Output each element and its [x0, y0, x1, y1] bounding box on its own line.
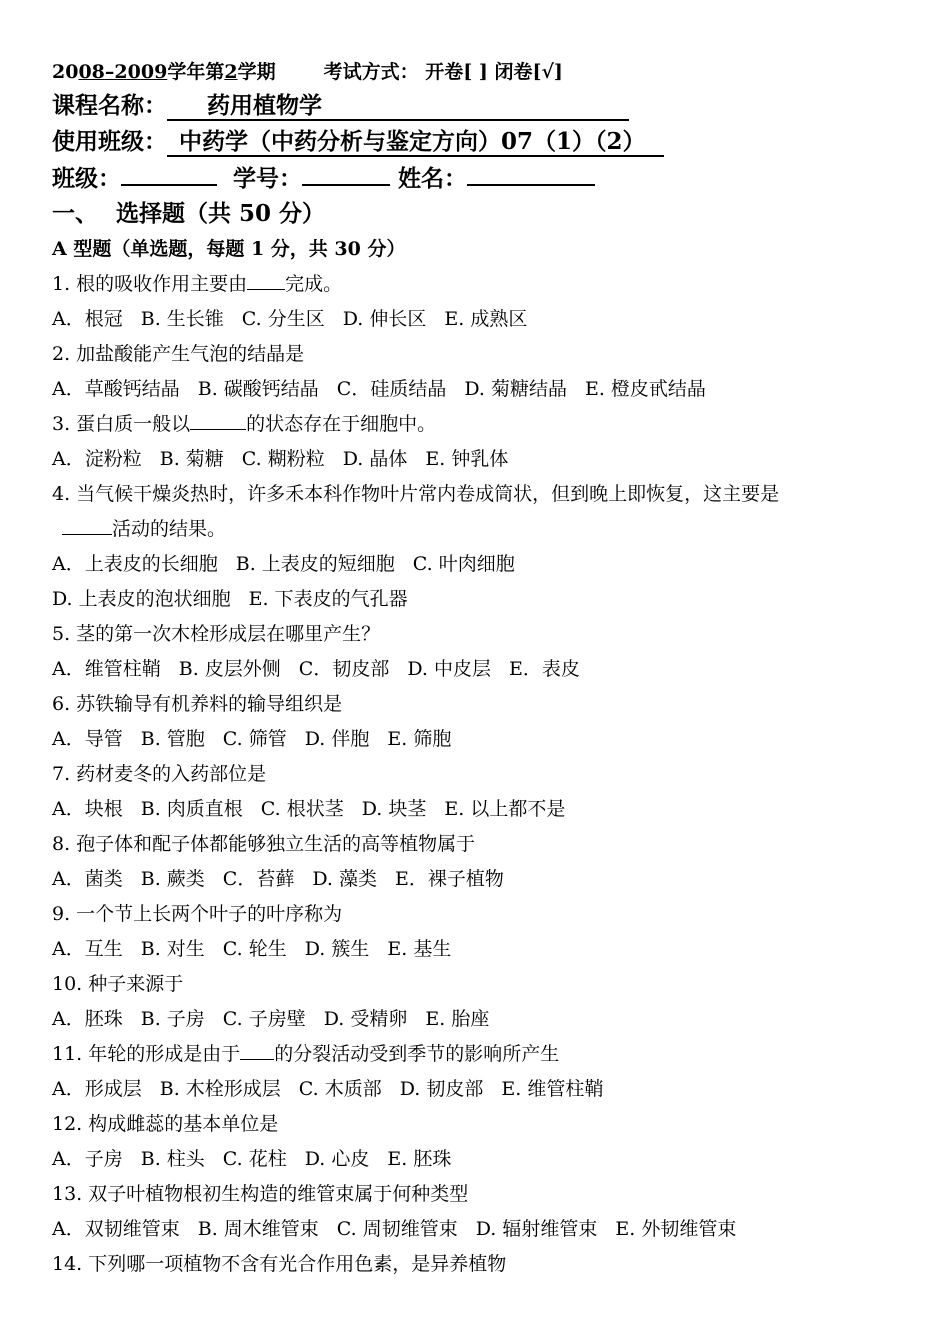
answer-option[interactable]: C．苔藓 — [222, 868, 295, 890]
answer-option[interactable]: D. 心皮 — [304, 1148, 370, 1170]
answer-option[interactable]: A．形成层 — [52, 1078, 142, 1100]
answer-option[interactable]: B. 肉质直根 — [140, 798, 243, 820]
question-stem — [52, 1177, 932, 1212]
question-stem — [52, 967, 932, 1002]
answer-option[interactable]: E. 基生 — [387, 938, 452, 960]
answer-option[interactable]: A．导管 — [52, 728, 123, 750]
answer-option[interactable]: D. 辐射维管束 — [475, 1218, 598, 1240]
answer-option[interactable]: B. 子房 — [140, 1008, 205, 1030]
answer-option[interactable]: D. 伸长区 — [342, 308, 427, 330]
question-item — [52, 1037, 932, 1107]
question-text: 4. 当气候干燥炎热时，许多禾本科作物叶片常内卷成筒状，但到晚上即恢复，这主要是 — [52, 483, 780, 505]
answer-option[interactable]: E. 胚珠 — [387, 1148, 452, 1170]
class-value: 中药学（中药分析与鉴定方向）07（1）（2） — [167, 129, 664, 157]
answer-option[interactable]: A．上表皮的长细胞 — [52, 553, 218, 575]
answer-blank[interactable] — [240, 1039, 274, 1060]
question-stem — [52, 477, 932, 512]
question-text: 11. 年轮的形成是由于 — [52, 1043, 241, 1065]
course-line — [52, 88, 932, 124]
question-stem — [52, 687, 932, 722]
answer-option[interactable]: D. 菊糖结晶 — [464, 378, 567, 400]
answer-option[interactable]: A．菌类 — [52, 868, 123, 890]
answer-option[interactable]: D. 簇生 — [304, 938, 370, 960]
answer-option[interactable]: B. 生长锥 — [140, 308, 224, 330]
answer-option[interactable]: C. 木质部 — [298, 1078, 382, 1100]
answer-option[interactable]: B. 上表皮的短细胞 — [235, 553, 395, 575]
answer-blank[interactable] — [62, 514, 112, 535]
answer-blank[interactable] — [247, 269, 285, 290]
answer-option[interactable]: C．硅质结晶 — [336, 378, 447, 400]
question-stem — [52, 407, 932, 442]
course-label: 课程名称： — [52, 92, 167, 119]
question-stem — [52, 827, 932, 862]
question-item — [52, 757, 932, 827]
xuehao-label: 学号： — [233, 165, 303, 192]
answer-option[interactable]: C. 叶肉细胞 — [412, 553, 515, 575]
answer-option[interactable]: E. 维管柱鞘 — [501, 1078, 604, 1100]
option-line — [52, 932, 932, 967]
question-item — [52, 1177, 932, 1247]
answer-option[interactable]: E. 成熟区 — [444, 308, 528, 330]
answer-option[interactable]: D. 受精卵 — [323, 1008, 408, 1030]
option-line — [52, 442, 932, 477]
exam-mode-label: 考试方式： — [323, 61, 419, 83]
option-line — [52, 1002, 932, 1037]
question-text-after-blank: 的状态存在于细胞中。 — [246, 413, 437, 435]
question-text: 5. 茎的第一次木栓形成层在哪里产生？ — [52, 623, 381, 645]
answer-option[interactable]: E. 以上都不是 — [444, 798, 566, 820]
student-info-line — [52, 160, 932, 196]
answer-option[interactable]: C．韧皮部 — [298, 658, 390, 680]
answer-option[interactable]: B. 菊糖 — [159, 448, 224, 470]
option-line — [52, 1072, 932, 1107]
answer-option[interactable]: E. 外韧维管束 — [615, 1218, 737, 1240]
question-text: 3. 蛋白质一般以 — [52, 413, 191, 435]
answer-option[interactable]: B. 对生 — [140, 938, 205, 960]
question-text: 8. 孢子体和配子体都能够独立生活的高等植物属于 — [52, 833, 476, 855]
answer-option[interactable]: B. 周木维管束 — [197, 1218, 319, 1240]
open-book-option: 开卷[ ] — [425, 61, 488, 83]
banji-field[interactable] — [121, 160, 217, 186]
answer-option[interactable]: E. 橙皮甙结晶 — [584, 378, 706, 400]
question-stem — [52, 267, 932, 302]
answer-option[interactable]: E. 筛胞 — [387, 728, 452, 750]
answer-option[interactable]: D. 晶体 — [342, 448, 408, 470]
answer-option[interactable]: D. 中皮层 — [407, 658, 491, 680]
question-item — [52, 967, 932, 1037]
question-text: 13. 双子叶植物根初生构造的维管束属于何种类型 — [52, 1183, 469, 1205]
question-stem — [52, 1107, 932, 1142]
question-text: 9. 一个节上长两个叶子的叶序称为 — [52, 903, 343, 925]
question-item — [52, 617, 932, 687]
question-text: 6. 苏铁输导有机养料的输导组织是 — [52, 693, 343, 715]
answer-option[interactable]: A．根冠 — [52, 308, 123, 330]
option-line — [52, 722, 932, 757]
question-stem — [52, 897, 932, 932]
option-line — [52, 547, 932, 582]
class-line — [52, 124, 932, 160]
option-line — [52, 862, 932, 897]
question-item — [52, 407, 932, 477]
question-text-after-blank: 活动的结果。 — [112, 518, 227, 540]
option-line — [52, 1142, 932, 1177]
answer-option[interactable]: C. 根状茎 — [260, 798, 344, 820]
answer-option[interactable]: A．维管柱鞘 — [52, 658, 161, 680]
answer-option[interactable]: D. 上表皮的泡状细胞 — [52, 588, 231, 610]
course-name: 药用植物学 — [167, 93, 629, 121]
option-line — [52, 652, 932, 687]
closed-book-option: 闭卷[√] — [494, 61, 563, 83]
question-text-after-blank: 的分裂活动受到季节的影响所产生 — [274, 1043, 560, 1065]
answer-option[interactable]: B. 木栓形成层 — [159, 1078, 281, 1100]
banji-label: 班级： — [52, 165, 121, 192]
xuehao-field[interactable] — [302, 160, 390, 186]
answer-option[interactable]: B. 管胞 — [140, 728, 205, 750]
answer-option[interactable]: E．裸子植物 — [394, 868, 504, 890]
answer-option[interactable]: D. 伴胞 — [304, 728, 370, 750]
answer-option[interactable]: A．淀粉粒 — [52, 448, 142, 470]
exam-content — [52, 56, 932, 1282]
answer-option[interactable]: C. 筛管 — [222, 728, 287, 750]
section-subtitle: A 型题（单选题，每题 1 分，共 30 分） — [52, 238, 406, 260]
question-item — [52, 337, 932, 407]
option-line — [52, 1212, 932, 1247]
answer-option[interactable]: C. 子房壁 — [222, 1008, 306, 1030]
answer-option[interactable]: C. 轮生 — [222, 938, 287, 960]
question-text-after-blank: 完成。 — [285, 273, 343, 295]
question-item — [52, 477, 932, 617]
year-sep: –20 — [104, 61, 141, 83]
option-line — [52, 372, 932, 407]
answer-option[interactable]: A．双韧维管束 — [52, 1218, 180, 1240]
answer-option[interactable]: C. 周韧维管束 — [336, 1218, 458, 1240]
question-stem — [52, 757, 932, 792]
question-stem — [52, 337, 932, 372]
section-title-text: 选择题（共 50 分） — [116, 200, 326, 227]
xingming-field[interactable] — [467, 160, 595, 186]
question-text: 10. 种子来源于 — [52, 973, 184, 995]
answer-option[interactable]: A．块根 — [52, 798, 123, 820]
answer-blank[interactable] — [190, 409, 246, 430]
answer-option[interactable]: C. 花柱 — [222, 1148, 287, 1170]
question-item — [52, 267, 932, 337]
answer-option[interactable]: B. 碳酸钙结晶 — [197, 378, 319, 400]
xingming-label: 姓名： — [398, 165, 468, 192]
question-list — [52, 267, 932, 1282]
question-item — [52, 827, 932, 897]
answer-option[interactable]: A．互生 — [52, 938, 123, 960]
answer-option[interactable]: A．子房 — [52, 1148, 123, 1170]
term-number: 2 — [224, 61, 238, 83]
option-line — [52, 792, 932, 827]
year-end: 09 — [140, 61, 168, 83]
answer-option[interactable]: D. 块茎 — [361, 798, 427, 820]
question-stem-continued — [52, 512, 932, 547]
answer-option[interactable]: A．胚珠 — [52, 1008, 123, 1030]
question-stem — [52, 1037, 932, 1072]
question-text: 7. 药材麦冬的入药部位是 — [52, 763, 267, 785]
year-start: 08 — [78, 61, 105, 83]
option-line — [52, 302, 932, 337]
question-text: 14. 下列哪一项植物不含有光合作用色素，是异养植物 — [52, 1253, 507, 1275]
question-stem — [52, 617, 932, 652]
question-item — [52, 687, 932, 757]
answer-option[interactable]: D. 韧皮部 — [399, 1078, 484, 1100]
question-item — [52, 1247, 932, 1282]
answer-option[interactable]: E. 胎座 — [425, 1008, 490, 1030]
question-text: 2. 加盐酸能产生气泡的结晶是 — [52, 343, 305, 365]
answer-option[interactable]: E. 钟乳体 — [425, 448, 509, 470]
answer-option[interactable]: C. 分生区 — [241, 308, 325, 330]
section-title — [52, 196, 932, 232]
question-text: 12. 构成雌蕊的基本单位是 — [52, 1113, 279, 1135]
class-label: 使用班级： — [52, 128, 167, 155]
question-text: 1. 根的吸收作用主要由 — [52, 273, 248, 295]
question-stem — [52, 1247, 932, 1282]
term-line: 2008–2009学年第2学期 考试方式： 开卷[ ] 闭卷[√] — [52, 61, 563, 83]
answer-option[interactable]: B. 皮层外侧 — [178, 658, 281, 680]
answer-option[interactable]: E．表皮 — [508, 658, 580, 680]
answer-option[interactable]: D. 藻类 — [312, 868, 377, 890]
answer-option[interactable]: A．草酸钙结晶 — [52, 378, 180, 400]
answer-option[interactable]: C. 糊粉粒 — [241, 448, 325, 470]
answer-option[interactable]: B. 蕨类 — [140, 868, 205, 890]
section-number: 一、 — [52, 200, 98, 227]
question-item — [52, 1107, 932, 1177]
answer-option[interactable]: E. 下表皮的气孔器 — [248, 588, 408, 610]
option-line — [52, 582, 932, 617]
question-item — [52, 897, 932, 967]
answer-option[interactable]: B. 柱头 — [140, 1148, 205, 1170]
